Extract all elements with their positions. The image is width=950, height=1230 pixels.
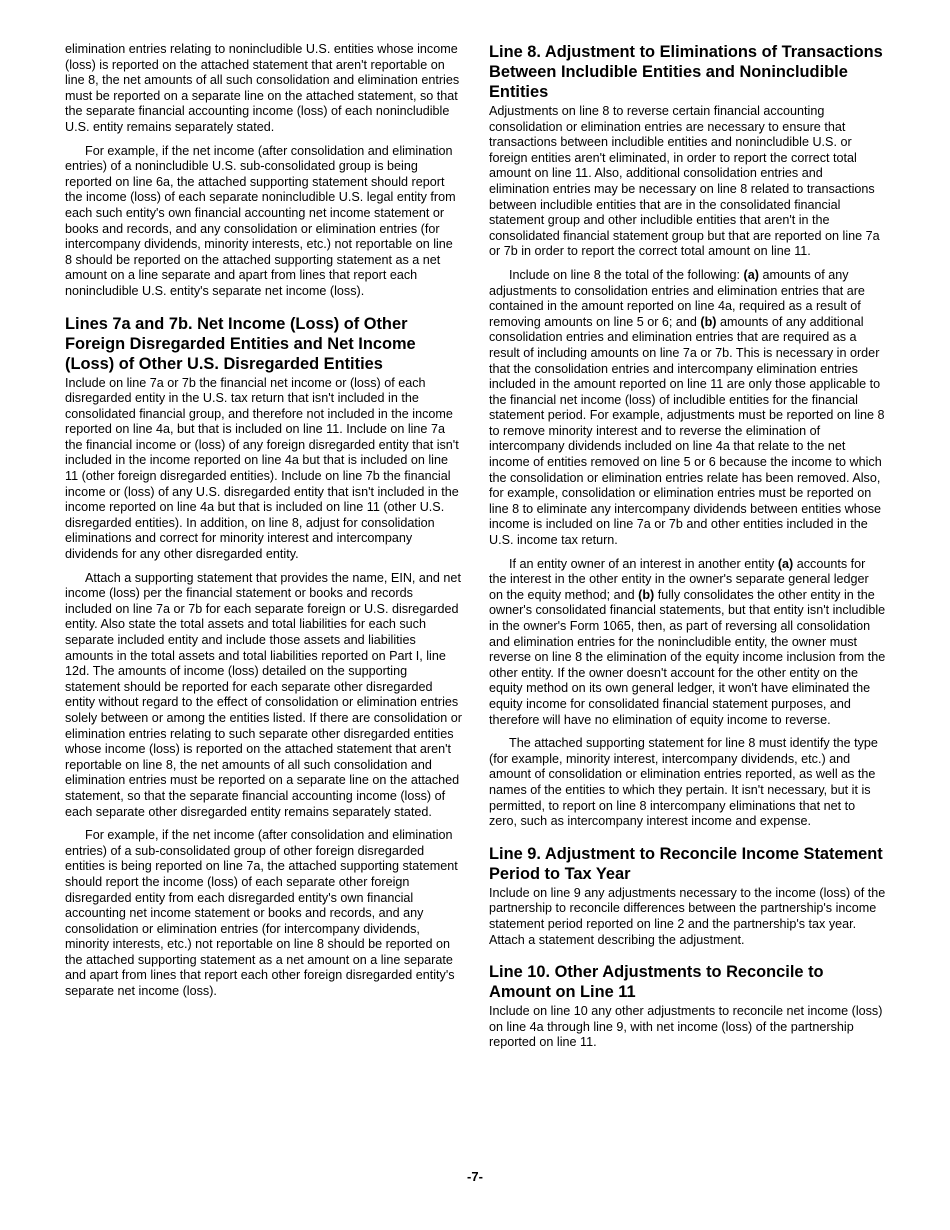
paragraph-lines-7a-7b-include: Include on line 7a or 7b the financial net income or (loss) of each disregarded entity in the U.S. tax return that isn't included in the consolidated financial group, and therefore not included in the income reported on line 4a, but that is included on line 11. Include on line 7a the financial income or (loss) of any foreign disregarded entity that isn't included in the income reported on line 4a but that is included on line 11 (other foreign disregarded entities). Include on line 7b the financial income or (loss) of any U.S. disregarded entity that isn't included in the income reported on line 4a but that is included on line 11 (other U.S. disregarded entities). In addition, on line 8, adjust for consolidation eliminations and correct for minority interest and intercompany dividends for any other disregarded entity.: [65, 375, 459, 562]
paragraph-lines-7a-7b-supporting-statement: Attach a supporting statement that provides the name, EIN, and net income (loss) per the financial statement or books and records included on line 7a or 7b for each separate foreign or U.S. disregarded entity. Also state the total assets and total liabilities for each such separate included entity and include those assets and liabilities amounts in the total assets and total liabilities reported on Part I, line 12d. The amounts of income (loss) detailed on the supporting statement should be reported for each separate other disregarded entity without regard to the effect of consolidation or elimination entries solely between or among the entities listed. If there are consolidation or elimination entries relating to such separate other disregarded entities whose income (loss) is reported on the attached statement that aren't reportable on line 8, the net amounts of all such consolidation and elimination entries must be reported on a separate line on the attached statement, so that the separate financial accounting income (loss) of each separate other disregarded entity remains separately stated.: [65, 570, 462, 819]
heading-lines-7a-7b: Lines 7a and 7b. Net Income (Loss) of Other Foreign Disregarded Entities and Net Income (Loss) of Other U.S. Disregarded Entities: [65, 314, 416, 373]
paragraph-line-8-equity-method: [489, 557, 886, 729]
text-segment: fully consolidates the other entity in the owner's consolidated financial statements, but that entity isn't includible in the owner's Form 1065, then, as part of reversing all consolidation and elimination entries for the nonincludible entity, the owner must reverse on line 8 the elimination of the equity income inclusion from the other entity. If the owner doesn't account for the other entity on the equity method on its own general ledger, it won't have eliminated the equity income for consolidated financial statement purposes, and therefore will have no elimination of equity income to reverse.: [489, 587, 886, 727]
paragraph-line-8-adjustments: Adjustments on line 8 to reverse certain financial accounting consolidation or elimination entries are necessary to ensure that transactions between includible entities and nonincludible U.S. or foreign entities aren't eliminated, in order to report the correct total amount on line 11. Also, additional consolidation entries and elimination entries may be necessary on line 8 related to transactions between includible entities that are in the consolidated financial statement group and other includible entities that aren't in the consolidated financial statement group but that are reported on line 7a or 7b in order to report the correct total amount on line 11.: [489, 104, 880, 259]
paragraph-example-line-6a: For example, if the net income (after consolidation and elimination entries) of a nonincludible U.S. sub-consolidated group is being reported on line 6a, the attached supporting statement should report the income (loss) of each separate nonincludible U.S. legal entity from each such entity's own financial accounting net income statement or books and records, and any consolidation or elimination entries (for intercompany dividends, minority interests, etc.) not reportable on line 8 should be reported on the attached supporting statement as a net amount on a line separate and apart from lines that report each nonincludible U.S. entity's separate net income (loss).: [65, 143, 456, 298]
heading-line-9: Line 9. Adjustment to Reconcile Income Statement Period to Tax Year: [489, 844, 883, 883]
heading-line-10: Line 10. Other Adjustments to Reconcile to Amount on Line 11: [489, 963, 824, 1002]
list-marker-b: (b): [700, 314, 717, 329]
right-column: [489, 42, 886, 1059]
paragraph-line-8-supporting-statement: The attached supporting statement for line 8 must identify the type (for example, minority interest, intercompany dividends, etc.) and amount of consolidation or elimination entries reported, as well as the names of the entities to which they pertain. It isn't necessary, but it is permitted, to report on line 8 intercompany eliminations that net to zero, such as intercompany interest income and expense.: [489, 736, 878, 829]
text-segment: amounts of any adjustments to consolidation entries and elimination entries that are contained in the amount reported on line 4a, required as a result of removing amounts on line 5 or 6; and: [489, 267, 865, 329]
heading-line-8: Line 8. Adjustment to Eliminations of Transactions Between Includible Entities and Nonincludible Entities: [489, 43, 883, 101]
text-segment: amounts of any additional consolidation entries and elimination entries that are required as a result of including amounts on line 7a or 7b. This is necessary in order that the consolidation entries and intercompany elimination entries included in the amount reported on line 11 are only those applicable to the financial net income (loss) of includible entities for the financial statement period. For example, adjustments must be reported on line 8 to remove minority interest and to reverse the elimination of intercompany dividends included on line 4a that relate to the net income of entities removed on line 5 or 6 because the income to which the consolidation or elimination entries relate has been removed. Also, for example, consolidation or elimination entries must be reported on line 8 to eliminate any intercompany dividends between entities whose income is included on line 7a or 7b and other entities included in the U.S. income tax return.: [489, 314, 885, 548]
list-marker-b: (b): [638, 587, 655, 602]
text-segment: Include on line 8 the total of the following:: [509, 267, 744, 282]
list-marker-a: (a): [777, 556, 794, 571]
left-column: [65, 42, 462, 1008]
list-marker-a: (a): [743, 267, 759, 282]
text-segment: If an entity owner of an interest in another entity: [509, 556, 778, 571]
paragraph-line-9: Include on line 9 any adjustments necessary to the income (loss) of the partnership to reconcile differences between the partnership's income statement period reported on line 2 and the partnership's tax year. Attach a statement describing the adjustment.: [489, 885, 886, 947]
paragraph-line-10: Include on line 10 any other adjustments to reconcile net income (loss) on line 4a through line 9, with net income (loss) of the partnership reported on line 11.: [489, 1004, 883, 1050]
page-number: -7-: [467, 1169, 483, 1184]
text-segment: accounts for the interest in the other entity in the owner's separate general ledger on the equity method; and: [489, 556, 869, 602]
paragraph-line-8-include-total: [489, 268, 886, 549]
paragraph-example-line-7a: For example, if the net income (after consolidation and elimination entries) of a sub-consolidated group of other foreign disregarded entities is being reported on line 7a, the attached supporting statement should report the income (loss) of each separate other foreign disregarded entity from each disregarded entity's own financial accounting net income statement or books and records, and any consolidation or elimination entries (for intercompany dividends, minority interests, etc.) not reportable on line 8 should be reported on the attached supporting statement as a net amount on a line separate and apart from lines that report each other foreign disregarded entity's separate net income (loss).: [65, 828, 458, 999]
paragraph-nonincludible-elimination: elimination entries relating to nonincludible U.S. entities whose income (loss) is reported on the attached statement that aren't reportable on line 8, the net amounts of all such consolidation and elimination entries must be reported on a separate line on the attached statement, so that the separate financial accounting income (loss) of each nonincludible U.S. entity remains separately stated.: [65, 42, 460, 134]
